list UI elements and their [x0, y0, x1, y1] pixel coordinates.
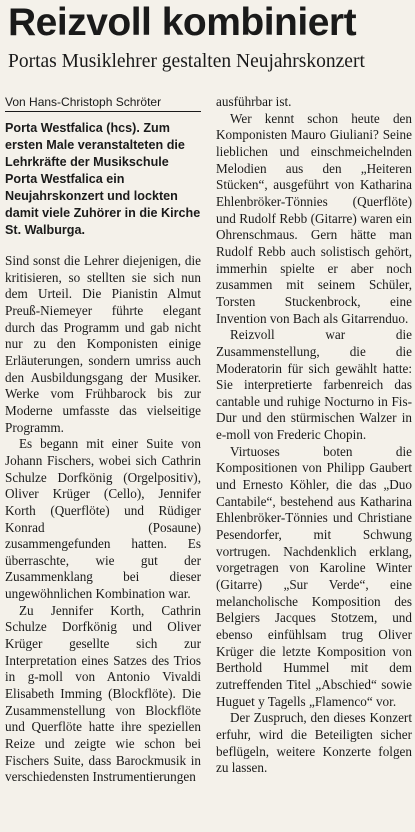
- body-paragraph: Es begann mit einer Suite von Johann Fischers, wobei sich Cathrin Schulze Dorfkönig (Orgelpositiv), Oliver Krüger (Cello), Jennifer Korth (Querflöte) und Rüdiger Konrad (Posaune) zusammengefunden hatten. Es überraschte, wie gut der Zusammenklang bei dieser ungewöhnlichen Kombination war.: [5, 436, 201, 602]
- body-paragraph: ausführbar ist.: [216, 94, 292, 109]
- column-left: [5, 94, 201, 786]
- byline: Von Hans-Christoph Schröter: [5, 94, 201, 112]
- column-right: [216, 94, 412, 777]
- body-paragraph: Sind sonst die Lehrer diejenigen, die kritisieren, so stellten sie sich nun dem Urteil. Die Pianistin Almut Preuß-Niemeyer führte elegant durch das Programm und gab nicht nur zu den Komponisten einige Erläuterungen, sondern umriss auch den Ausbildungsgang der Musiker. Werke vom Frühbarock bis zur Moderne umfasste das vielseitige Programm.: [5, 253, 201, 435]
- body-paragraph: Der Zuspruch, den dieses Konzert erfuhr, wird die Beteiligten sicher beflügeln, weitere Konzerte folgen zu lassen.: [216, 710, 412, 776]
- body-paragraph: Virtuoses boten die Kompositionen von Philipp Gaubert und Ernesto Köhler, die das „Duo Cantabile“, bestehend aus Katharina Ehlenbröker-Tönnies und Christiane Pesendorfer, mit Schwung vortrugen. Nachdenklich erklang, vorgetragen von Karoline Winter (Gitarre) „Sur Verde“, eine melancholische Komposition des Belgiers Jacques Stotzem, und ebenso einfühlsam trug Oliver Krüger die letzte Komposition von Berthold Hummel mit dem zutreffenden Titel „Abschied“ sowie Huguet y Tagells „Flamenco“ vor.: [216, 443, 412, 709]
- body-paragraph: Zu Jennifer Korth, Cathrin Schulze Dorfkönig und Oliver Krüger gesellte sich zur Interpretation eines Satzes des Trios in g-moll von Antonio Vivaldi Elisabeth Imming (Blockflöte). Die Zusammenstellung von Blockflöte und Querflöte hatte ihre speziellen Reize und zeigte wie schon bei Fischers Suite, dass Barockmusik in verschiedensten Instrumentierungen: [5, 602, 201, 785]
- body-paragraph: Reizvoll war die Zusammenstellung, die die Moderatorin für sich gewählt hatte: Sie interpretierte farbenreich das cantable und ruhige Nocturno in Fis-Dur und den stürmischen Walzer in e-moll von Frederic Chopin.: [216, 327, 412, 443]
- headline: Reizvoll kombiniert: [8, 1, 357, 44]
- lead-paragraph: Porta Westfalica (hcs). Zum ersten Male veranstalteten die Lehrkräfte der Musikschule Porta Westfalica ein Neujahrskonzert und lockten damit viele Zuhörer in die Kirche St. Walburga.: [5, 121, 201, 237]
- subheadline: Portas Musiklehrer gestalten Neujahrskonzert: [8, 51, 365, 72]
- body-paragraph: Wer kennt schon heute den Komponisten Mauro Giuliani? Seine lieblichen und einschmeichelnden Melodien aus den „Heiteren Stücken“, ausgeführt von Katharina Ehlenbröker-Tönnies (Querflöte) und Rudolf Rebb (Gitarre) waren ein Ohrenschmaus. Gern hätte man Rudolf Rebb auch solistisch gehört, immerhin spielte er aber noch zusammen mit seinem Schüler, Torsten Stuckenbrock, eine Invention von Bach als Gitarrenduo.: [216, 110, 412, 326]
